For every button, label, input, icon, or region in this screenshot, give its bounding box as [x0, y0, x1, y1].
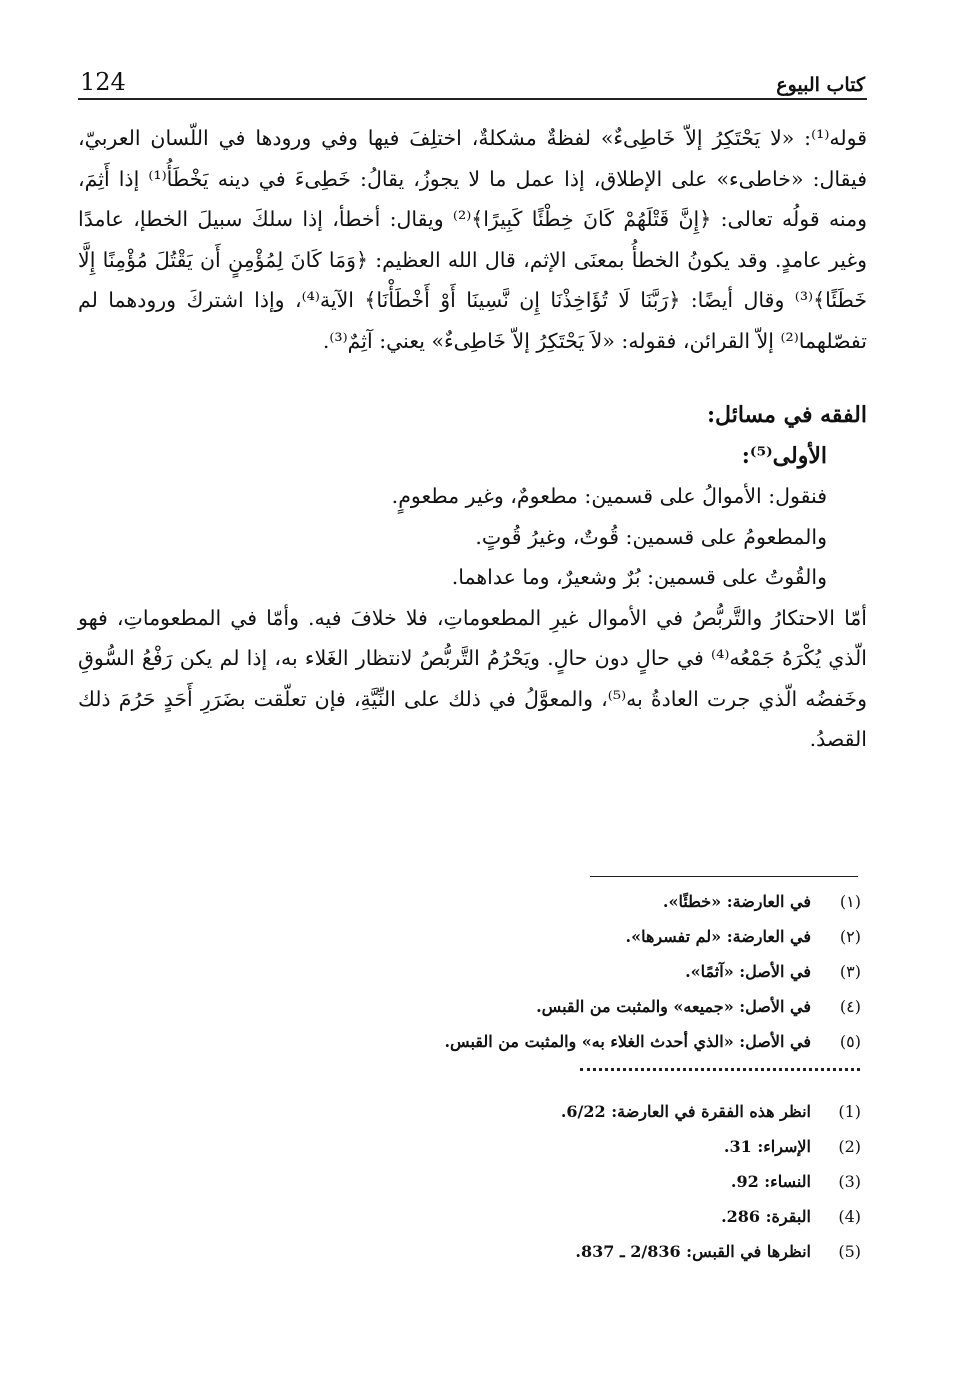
- footnote-item: [161, 1024, 861, 1059]
- footnote-item: [161, 1129, 861, 1164]
- footnote-text: في العارضة: «لم تفسرها».: [625, 927, 811, 946]
- classification-line-2: والمطعومُ على قسمين: قُوتٌ، وغيرُ قُوتٍ.: [475, 524, 827, 549]
- footnote-text: انظرها في القبس: 2/836 ـ 837.: [575, 1242, 811, 1261]
- manuscript-footnotes: [161, 884, 861, 1059]
- footnote-item: [161, 1094, 861, 1129]
- footnote-dotted-separator: [580, 1068, 860, 1081]
- footnote-item: [161, 884, 861, 919]
- footnote-number: (2): [838, 1137, 861, 1156]
- footnote-item: [161, 1164, 861, 1199]
- footnote-number: (٣): [839, 962, 861, 981]
- footnote-item: [161, 1234, 861, 1269]
- footnote-item: [161, 1199, 861, 1234]
- footnote-number: (٥): [839, 1032, 861, 1051]
- classification-line-3: والقُوتُ على قسمين: بُرٌ وشعيرٌ، وما عداهما.: [451, 565, 827, 589]
- footnote-number: (١): [839, 892, 861, 911]
- footnote-text: الإسراء: 31.: [723, 1137, 811, 1156]
- first-issue-heading: الأولى⁽⁵⁾:: [741, 442, 827, 469]
- footnote-rule: [590, 876, 858, 877]
- footnote-item: [161, 919, 861, 954]
- footnote-text: في الأصل: «آثمًا».: [685, 962, 811, 981]
- footnote-item: [161, 989, 861, 1024]
- footnote-text: النساء: 92.: [730, 1172, 811, 1191]
- section-heading: الفقه في مسائل:: [706, 402, 867, 428]
- footnote-text: في العارضة: «خطئًا».: [662, 892, 811, 911]
- footnote-number: (4): [838, 1207, 861, 1226]
- footnote-number: (٤): [839, 997, 861, 1016]
- reference-footnotes: [161, 1094, 861, 1269]
- footnote-text: في الأصل: «جميعه» والمثبت من القبس.: [536, 997, 811, 1016]
- footnote-number: (3): [838, 1172, 861, 1191]
- footnote-text: في الأصل: «الذي أحدث الغلاء به» والمثبت من القبس.: [444, 1032, 811, 1051]
- intro-paragraph: قوله⁽¹⁾: «لا يَحْتَكِرُ إلاّ خَاطِىءٌ» لفظةٌ مشكلةٌ، اختلِفَ فيها وفي ورودها في اللّسان العربيّ، فيقال: «خاطىء» على الإطلاق، إذا عمل ما لا يجوزُ، يقالُ: خَطِىءَ في دينه يَخْطَأُ⁽¹⁾ إذا أَثِمَ، ومنه قولُه تعالى: ﴿إِنَّ قَتْلَهُمْ كَانَ خِطْئًا كَبِيرًا﴾⁽²⁾ ويقال: أخطأ، إذا سلكَ سبيلَ الخطإ، عامدًا وغير عامدٍ. وقد يكونُ الخطأُ بمعنَى الإثم، قال الله العظيم: ﴿وَمَا كَانَ لِمُؤْمِنٍ أَن يَقْتُلَ مُؤْمِنًا إِلَّا خَطَئًا﴾⁽³⁾ وقال أيضًا: ﴿رَبَّنَا لَا تُؤَاخِذْنَا إِن نَّسِينَا أَوْ أَخْطَأْنَا﴾ الآية⁽⁴⁾، وإذا اشتركَ ورودهما لم تفصّلهما⁽²⁾ إلاّ القرائن، فقوله: «لاَ يَحْتَكِرُ إلاّ خَاطِىءٌ» يعني: آثِمٌ⁽³⁾.: [78, 126, 867, 353]
- main-text: [78, 118, 867, 760]
- closing-paragraph: أمّا الاحتكارُ والتَّربُّصُ في الأموال غيرِ المطعوماتِ، فلا خلافَ فيه. وأمّا في المطعوماتِ، فهو الّذي يُكْرَهُ جَمْعُه⁽⁴⁾ في حالٍ دون حالٍ. ويَحْرُمُ التَّربُّصُ لانتظار الغَلاء به، إذا لم يكن رَفْعُ السُّوقِ وخَفضُه الّذي جرت العادةُ به⁽⁵⁾، والمعوَّلُ في ذلك على النِّيَّةِ، فإن تعلّقت بضَرَرِ أَحَدٍ حَرُمَ ذلك القصدُ.: [78, 605, 867, 751]
- footnote-text: انظر هذه الفقرة في العارضة: 6/22.: [560, 1102, 811, 1121]
- page-number: 124: [80, 68, 126, 96]
- footnote-number: (٢): [839, 927, 861, 946]
- footnote-number: (1): [838, 1102, 861, 1121]
- footnote-text: البقرة: 286.: [721, 1207, 811, 1226]
- classification-line-1: فنقول: الأموالُ على قسمين: مطعومٌ، وغير مطعومٍ.: [391, 484, 827, 508]
- header-rule: [78, 98, 867, 100]
- footnote-item: [161, 954, 861, 989]
- page-header: [80, 60, 865, 96]
- running-title: كتاب البيوع: [776, 74, 865, 96]
- footnote-number: (5): [838, 1242, 861, 1261]
